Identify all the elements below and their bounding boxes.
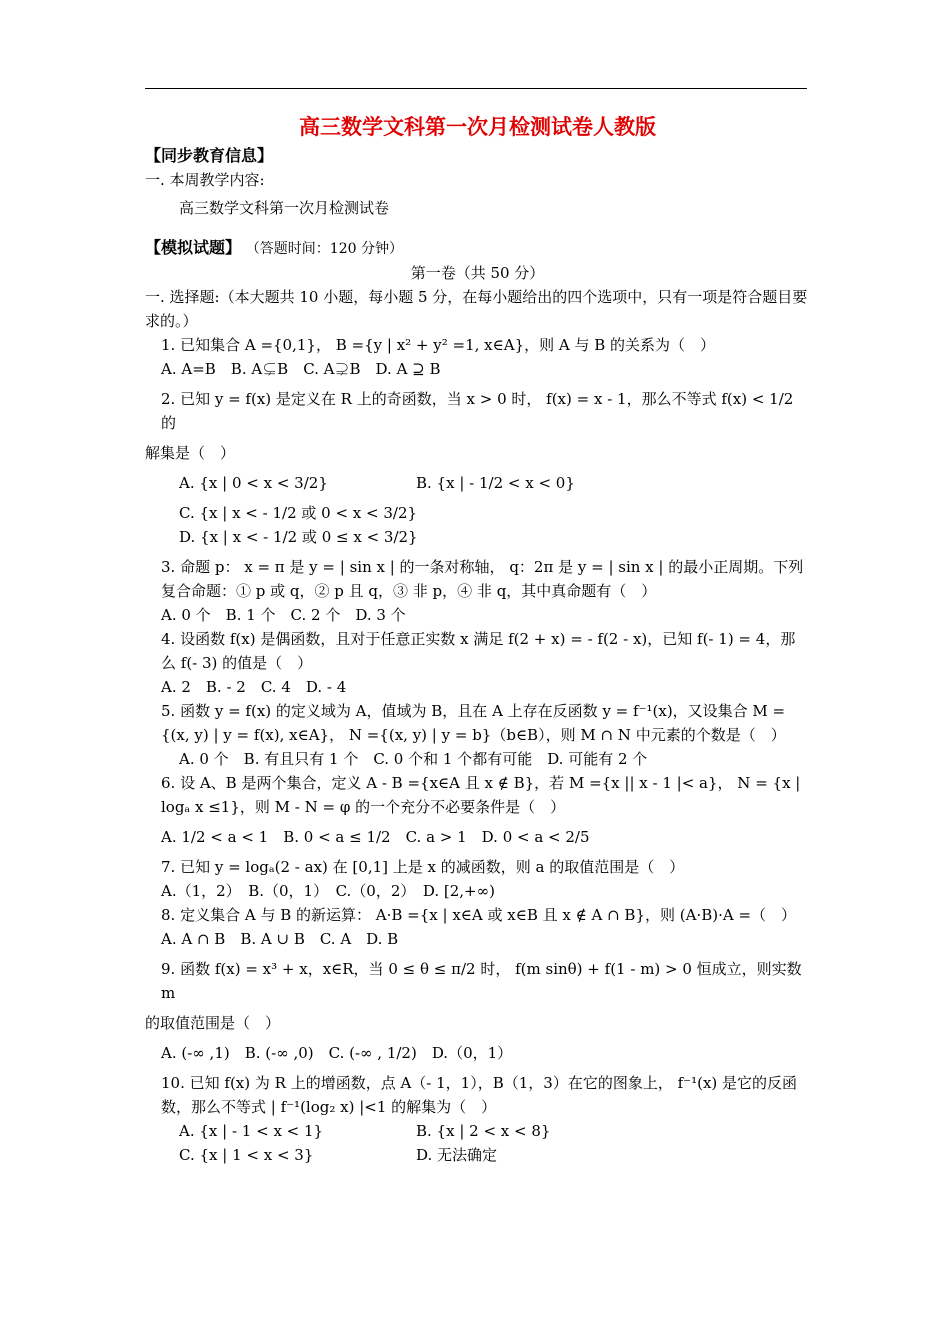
q9-options: A. (-∞ ,1) B. (-∞ ,0) C. (-∞ , 1/2) D.（0，1） [161, 1044, 513, 1062]
q3-stem: 3. 命题 p： x = π 是 y = | sin x | 的一条对称轴， q：2π 是 y = | sin x | 的最小正周期。下列复合命题：① p 或 q，② p 且 q，③ 非 p，④ 非 q，其中真命题有（ ） [161, 558, 804, 600]
q10-options-row1 [145, 1119, 810, 1143]
part-title: 第一卷（共 50 分） [410, 264, 545, 282]
q2-option-d: D. {x | x < - 1/2 或 0 ≤ x < 3/2} [179, 528, 418, 546]
content-label: 一. 本周教学内容: [145, 171, 265, 189]
q2-option-a: A. {x | 0 < x < 3/2} [179, 474, 328, 492]
header-rule [145, 88, 807, 89]
q4-stem: 4. 设函数 f(x) 是偶函数，且对于任意正实数 x 满足 f(2 + x) = - f(2 - x)，已知 f(- 1) = 4，那么 f(- 3) 的值是（ ） [161, 630, 796, 672]
document-page [145, 112, 810, 1167]
info-header: 【同步教育信息】 [145, 146, 274, 165]
q10-option-b: B. {x | 2 < x < 8} [416, 1122, 551, 1140]
q6-stem: 6. 设 A、B 是两个集合，定义 A - B ={x∈A 且 x ∉ B}，若 M ={x || x - 1 |< a}， N = {x | logₐ x ≤1}，则 M - N = φ 的一个充分不必要条件是（ ） [161, 774, 801, 816]
mock-header-line [145, 236, 810, 261]
content-item: 高三数学文科第一次月检测试卷 [179, 199, 390, 217]
q5-options: A. 0 个 B. 有且只有 1 个 C. 0 个和 1 个都有可能 D. 可能有 2 个 [179, 750, 648, 768]
q2-options-row1 [145, 471, 810, 495]
q4-options: A. 2 B. - 2 C. 4 D. - 4 [161, 678, 347, 696]
q6-options: A. 1/2 < a < 1 B. 0 < a ≤ 1/2 C. a > 1 D. 0 < a < 2/5 [161, 828, 590, 846]
q7-stem: 7. 已知 y = logₐ(2 - ax) 在 [0,1] 上是 x 的减函数，则 a 的取值范围是（ ） [161, 858, 685, 876]
q2-stem: 2. 已知 y = f(x) 是定义在 R 上的奇函数，当 x > 0 时， f(x) = x - 1，那么不等式 f(x) < 1/2 的 [161, 390, 794, 432]
q10-option-a: A. {x | - 1 < x < 1} [179, 1122, 324, 1140]
q3-options: A. 0 个 B. 1 个 C. 2 个 D. 3 个 [161, 606, 406, 624]
q1-options: A. A=B B. A⊊B C. A⊋B D. A ⊇ B [161, 360, 441, 378]
q2-option-c: C. {x | x < - 1/2 或 0 < x < 3/2} [179, 504, 418, 522]
section-intro: 一. 选择题:（本大题共 10 小题，每小题 5 分，在每小题给出的四个选项中，只有一项是符合题目要求的。） [145, 288, 808, 330]
mock-header: 【模拟试题】 [145, 238, 242, 257]
mock-time: （答题时间：120 分钟） [245, 241, 403, 257]
q9-stem-cont: 的取值范围是（ ） [145, 1014, 281, 1032]
q10-stem: 10. 已知 f(x) 为 R 上的增函数，点 A（- 1，1），B（1，3）在它的图象上， f⁻¹(x) 是它的反函数，那么不等式 | f⁻¹(log₂ x) |<1 的解集为（ ） [161, 1074, 798, 1116]
q10-options-row2 [145, 1143, 810, 1167]
document-title: 高三数学文科第一次月检测试卷人教版 [299, 114, 656, 139]
q10-option-c: C. {x | 1 < x < 3} [179, 1146, 314, 1164]
q2-stem-cont: 解集是（ ） [145, 444, 236, 462]
q5-stem: 5. 函数 y = f(x) 的定义域为 A，值域为 B，且在 A 上存在反函数 y = f⁻¹(x)，又设集合 M ={(x, y) | y = f(x), x∈A}， N ={(x, y) | y = b}（b∈B），则 M ∩ N 中元素的个数是（ ） [161, 702, 786, 744]
q8-options: A. A ∩ B B. A ∪ B C. A D. B [161, 930, 399, 948]
q10-option-d: D. 无法确定 [416, 1146, 498, 1164]
q7-options: A.（1，2） B.（0，1） C.（0，2） D. [2,+∞) [161, 882, 495, 900]
q8-stem: 8. 定义集合 A 与 B 的新运算： A·B ={x | x∈A 或 x∈B 且 x ∉ A ∩ B}，则 (A·B)·A =（ ） [161, 906, 797, 924]
q2-option-b: B. {x | - 1/2 < x < 0} [416, 474, 575, 492]
q9-stem: 9. 函数 f(x) = x³ + x，x∈R，当 0 ≤ θ ≤ π/2 时， f(m sinθ) + f(1 - m) > 0 恒成立，则实数 m [161, 960, 802, 1002]
q1-stem: 1. 已知集合 A ={0,1}， B ={y | x² + y² =1, x∈A}，则 A 与 B 的关系为（ ） [161, 336, 716, 354]
